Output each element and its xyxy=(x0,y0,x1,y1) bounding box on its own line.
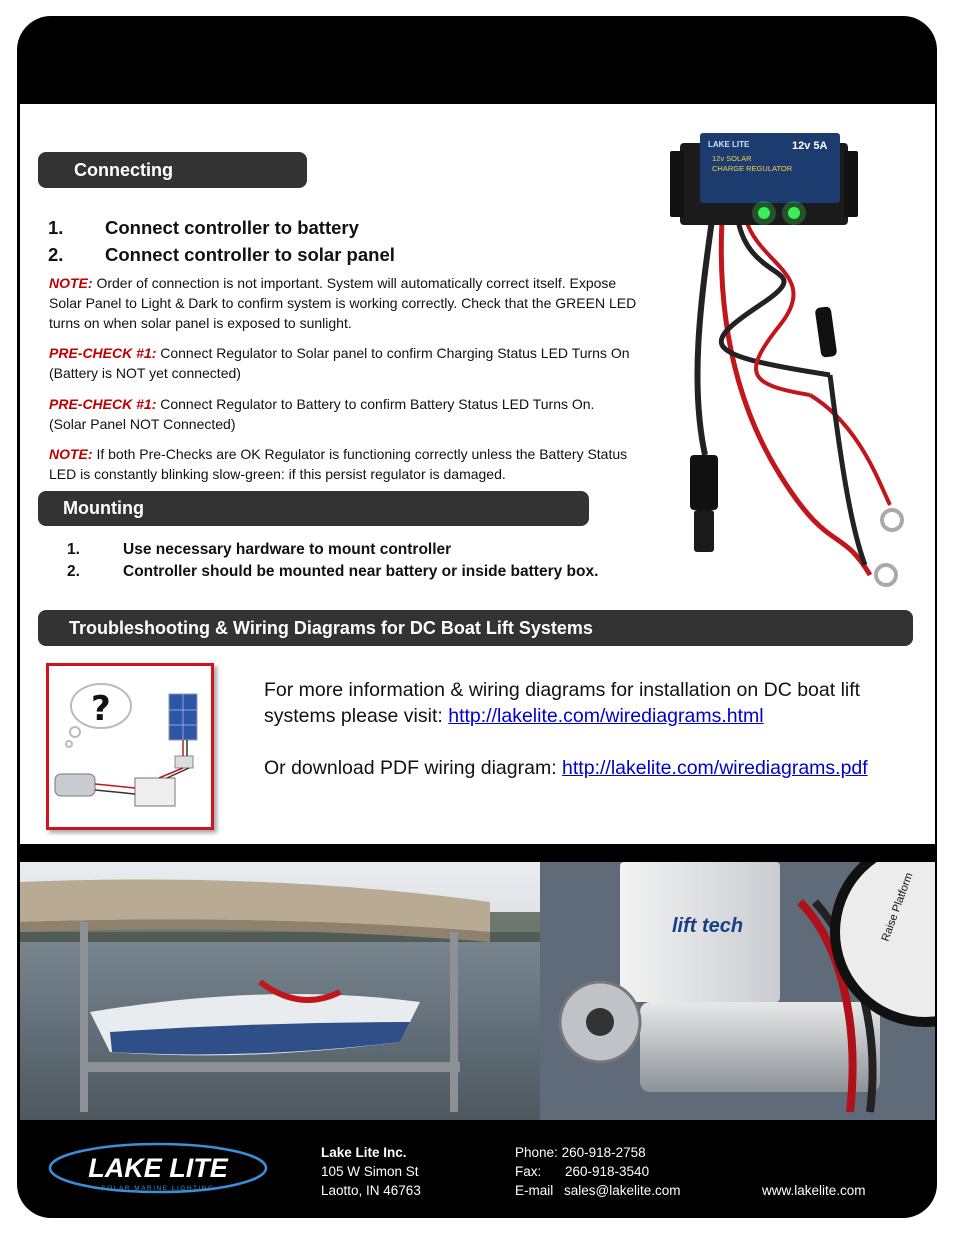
wiring-diagram-icon xyxy=(49,666,211,827)
controller-brand: LAKE LITE xyxy=(708,140,750,149)
svg-text:?: ? xyxy=(91,689,111,729)
wirediagrams-html-link[interactable]: http://lakelite.com/wirediagrams.html xyxy=(448,705,764,727)
controller-label-2: CHARGE REGULATOR xyxy=(712,164,793,173)
connecting-steps xyxy=(48,214,395,268)
note-precheck-battery: PRE-CHECK #1: Connect Regulator to Battery to confirm Battery Status LED Turns On. (Solar Panel NOT Connected) xyxy=(49,396,595,432)
charge-controller-image xyxy=(660,125,920,595)
boat-lift-photo-strip xyxy=(20,862,935,1120)
address-line-2: Laotto, IN 46763 xyxy=(321,1183,421,1198)
boat-lift-photo xyxy=(20,862,935,1120)
raise-platform-label: Raise Platform xyxy=(879,871,916,944)
controller-rating: 12v 5A xyxy=(792,140,828,152)
wirediagrams-pdf-link[interactable]: http://lakelite.com/wirediagrams.pdf xyxy=(562,757,868,779)
pdf-download-text: Or download PDF wiring diagram: http://lakelite.com/wirediagrams.pdf xyxy=(264,757,868,779)
controller-label-1: 12v SOLAR xyxy=(712,154,752,163)
troubleshooting-header xyxy=(38,610,913,646)
contact-info xyxy=(515,1143,681,1200)
list-item: 2. Controller should be mounted near battery or inside battery box. xyxy=(67,563,599,580)
connecting-title: Connecting xyxy=(74,159,173,180)
mounting-title: Mounting xyxy=(63,498,144,518)
fax-row: Fax: 260-918-3540 xyxy=(515,1164,650,1179)
company-address xyxy=(321,1143,421,1200)
fax-number: 260-918-3540 xyxy=(565,1164,650,1179)
troubleshooting-title: Troubleshooting & Wiring Diagrams for DC Boat Lift Systems xyxy=(69,617,593,638)
lake-lite-logo xyxy=(48,1140,273,1200)
list-item: 1. Connect controller to battery xyxy=(48,217,359,238)
mounting-steps xyxy=(67,539,598,583)
logo-text: LAKE LITE xyxy=(88,1153,228,1183)
logo-tagline: SOLAR MARINE LIGHTING xyxy=(101,1185,215,1192)
email-address[interactable]: sales@lakelite.com xyxy=(564,1183,681,1198)
lift-tech-logo: lift tech xyxy=(672,915,744,937)
email-row: E-mail sales@lakelite.com xyxy=(515,1183,681,1198)
note-prechecks-ok: NOTE: If both Pre-Checks are OK Regulator is functioning correctly unless the Battery Status LED is constantly blinking slow-green: if this persist regulator is damaged. xyxy=(49,446,628,482)
wiring-diagram-thumbnail[interactable] xyxy=(46,663,214,830)
list-item: 2. Connect controller to solar panel xyxy=(48,244,395,265)
address-line-1: 105 W Simon St xyxy=(321,1164,419,1179)
mounting-header xyxy=(38,491,589,526)
more-info-text: For more information & wiring diagrams for installation on DC boat lift systems please visit: http://lakelite.com/wirediagrams.html xyxy=(264,679,861,727)
list-item: 1. Use necessary hardware to mount controller xyxy=(67,541,452,558)
note-order: NOTE: Order of connection is not important. System will automatically correct itself. Expose Solar Panel to Light & Dark to confirm system is working correctly. Check that the GREEN LED turns on when solar panel is exposed to sunlight. xyxy=(49,275,637,331)
phone-row: Phone: 260-918-2758 xyxy=(515,1145,646,1160)
company-name: Lake Lite Inc. xyxy=(321,1145,407,1160)
phone-number[interactable]: 260-918-2758 xyxy=(561,1145,646,1160)
note-precheck-solar: PRE-CHECK #1: Connect Regulator to Solar panel to confirm Charging Status LED Turns On (Battery is NOT yet connected) xyxy=(49,345,630,381)
connecting-header xyxy=(38,152,307,188)
website-link[interactable]: www.lakelite.com xyxy=(762,1183,866,1198)
